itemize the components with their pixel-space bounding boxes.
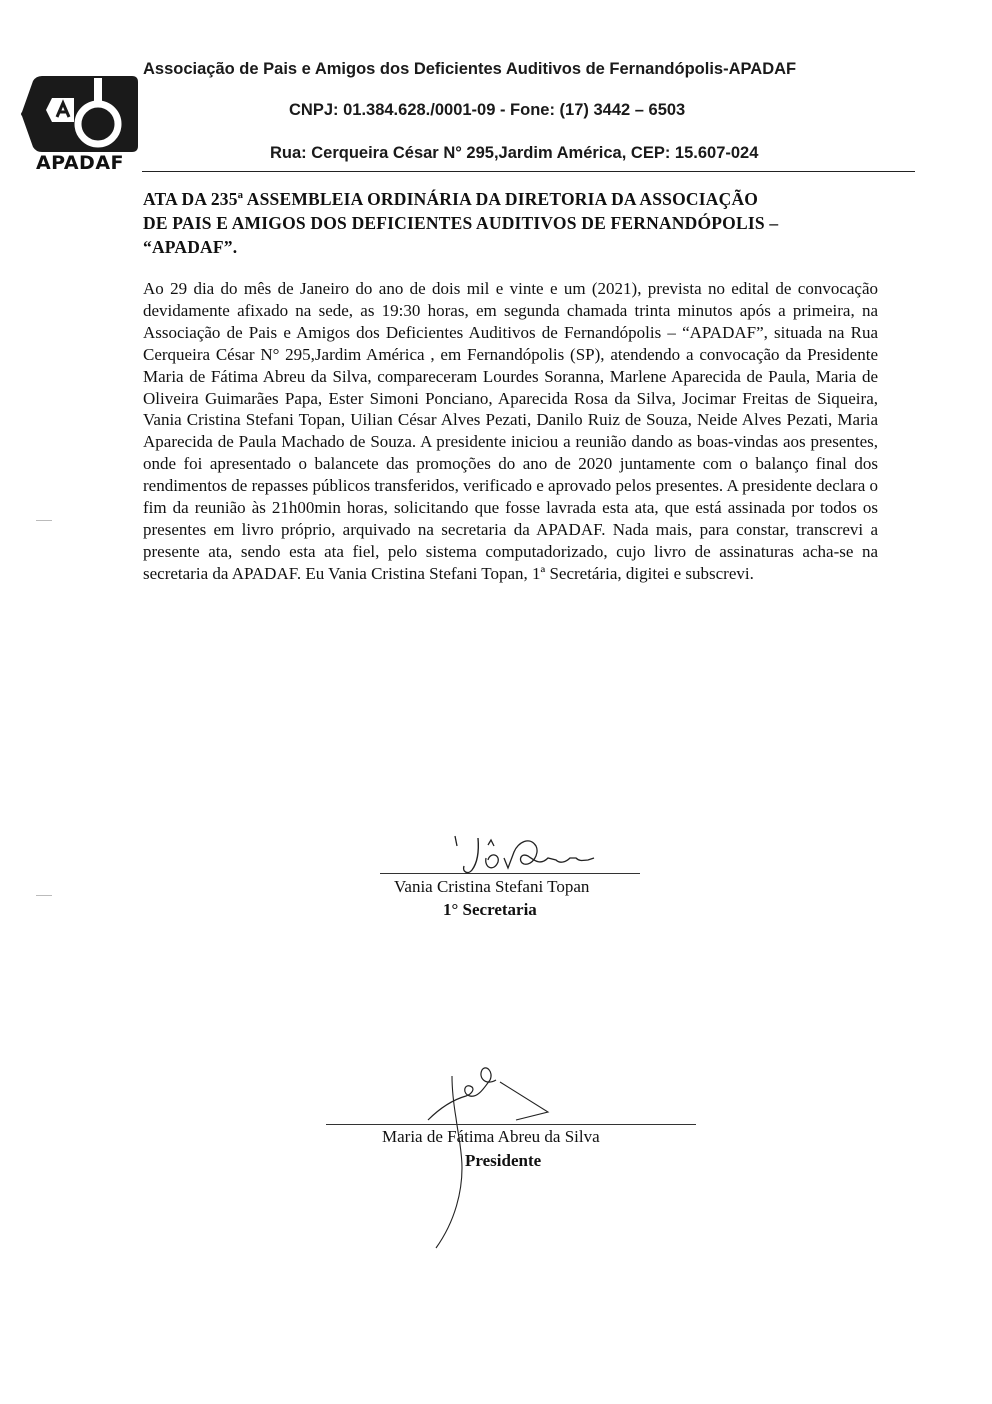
address: Rua: Cerqueira César N° 295,Jardim América, CEP: 15.607-024: [270, 144, 759, 162]
signatory-name-1: Vania Cristina Stefani Topan: [394, 877, 590, 896]
signatory-role-1: 1° Secretaria: [443, 900, 537, 919]
logo-wordmark: APADAF: [35, 152, 125, 174]
cnpj-phone: CNPJ: 01.384.628./0001-09 - Fone: (17) 3442 – 6503: [289, 101, 686, 119]
signatory-role-2: Presidente: [465, 1151, 542, 1170]
scan-mark: [36, 895, 52, 896]
title-line-3: “APADAF”.: [143, 237, 238, 257]
scan-mark: [36, 520, 52, 521]
signature-line-2: [326, 1124, 696, 1125]
signatory-name-2: Maria de Fátima Abreu da Silva: [382, 1127, 600, 1146]
minutes-body: Ao 29 dia do mês de Janeiro do ano de dois mil e vinte e um (2021), prevista no edital de convocação devidamente afixado na sede, as 19:30 horas, em segunda chamada trinta minutos após a primeira, na Associação de Pais e Amigos dos Deficientes Auditivos de Fernandópolis – “APADAF”, situada na Rua Cerqueira César N° 295,Jardim América , em Fernandópolis (SP), atendendo a convocação da Presidente Maria de Fátima Abreu da Silva, compareceram Lourdes Soranna, Marlene Aparecida de Paula, Maria de Oliveira Guimarães Papa, Ester Simoni Ponciano, Aparecida Rosa da Silva, Jocimar Freitas de Siqueira, Vania Cristina Stefani Topan, Uilian César Alves Pezati, Danilo Ruiz de Souza, Neide Alves Pezati, Maria Aparecida de Paula Machado de Souza. A presidente iniciou a reunião dando as boas-vindas aos presentes, onde foi apresentado o balancete das promoções do ano de 2020 juntamente com o balanço final dos rendimentos de repasses públicos transferidos, verificado e aprovado pelos presentes. A presidente declara o fim da reunião às 21h00min horas, solicitando que fosse lavrada esta ata, que está assinada por todos os presentes em livro próprio, arquivado na secretaria da APADAF. Nada mais, para constar, transcrevi a presente ata, sendo esta ata fiel, pelo sistema computadorizado, cujo livro de assinaturas acha-se na secretaria da APADAF. Eu Vania Cristina Stefani Topan, 1ª Secretária, digitei e subscrevi.: [143, 279, 879, 583]
title-line-1: ATA DA 235ª ASSEMBLEIA ORDINÁRIA DA DIRETORIA DA ASSOCIAÇÃO: [143, 189, 759, 209]
organization-name: Associação de Pais e Amigos dos Deficientes Auditivos de Fernandópolis-APADAF: [143, 60, 797, 78]
title-line-2: DE PAIS E AMIGOS DOS DEFICIENTES AUDITIVOS DE FERNANDÓPOLIS –: [143, 213, 779, 233]
